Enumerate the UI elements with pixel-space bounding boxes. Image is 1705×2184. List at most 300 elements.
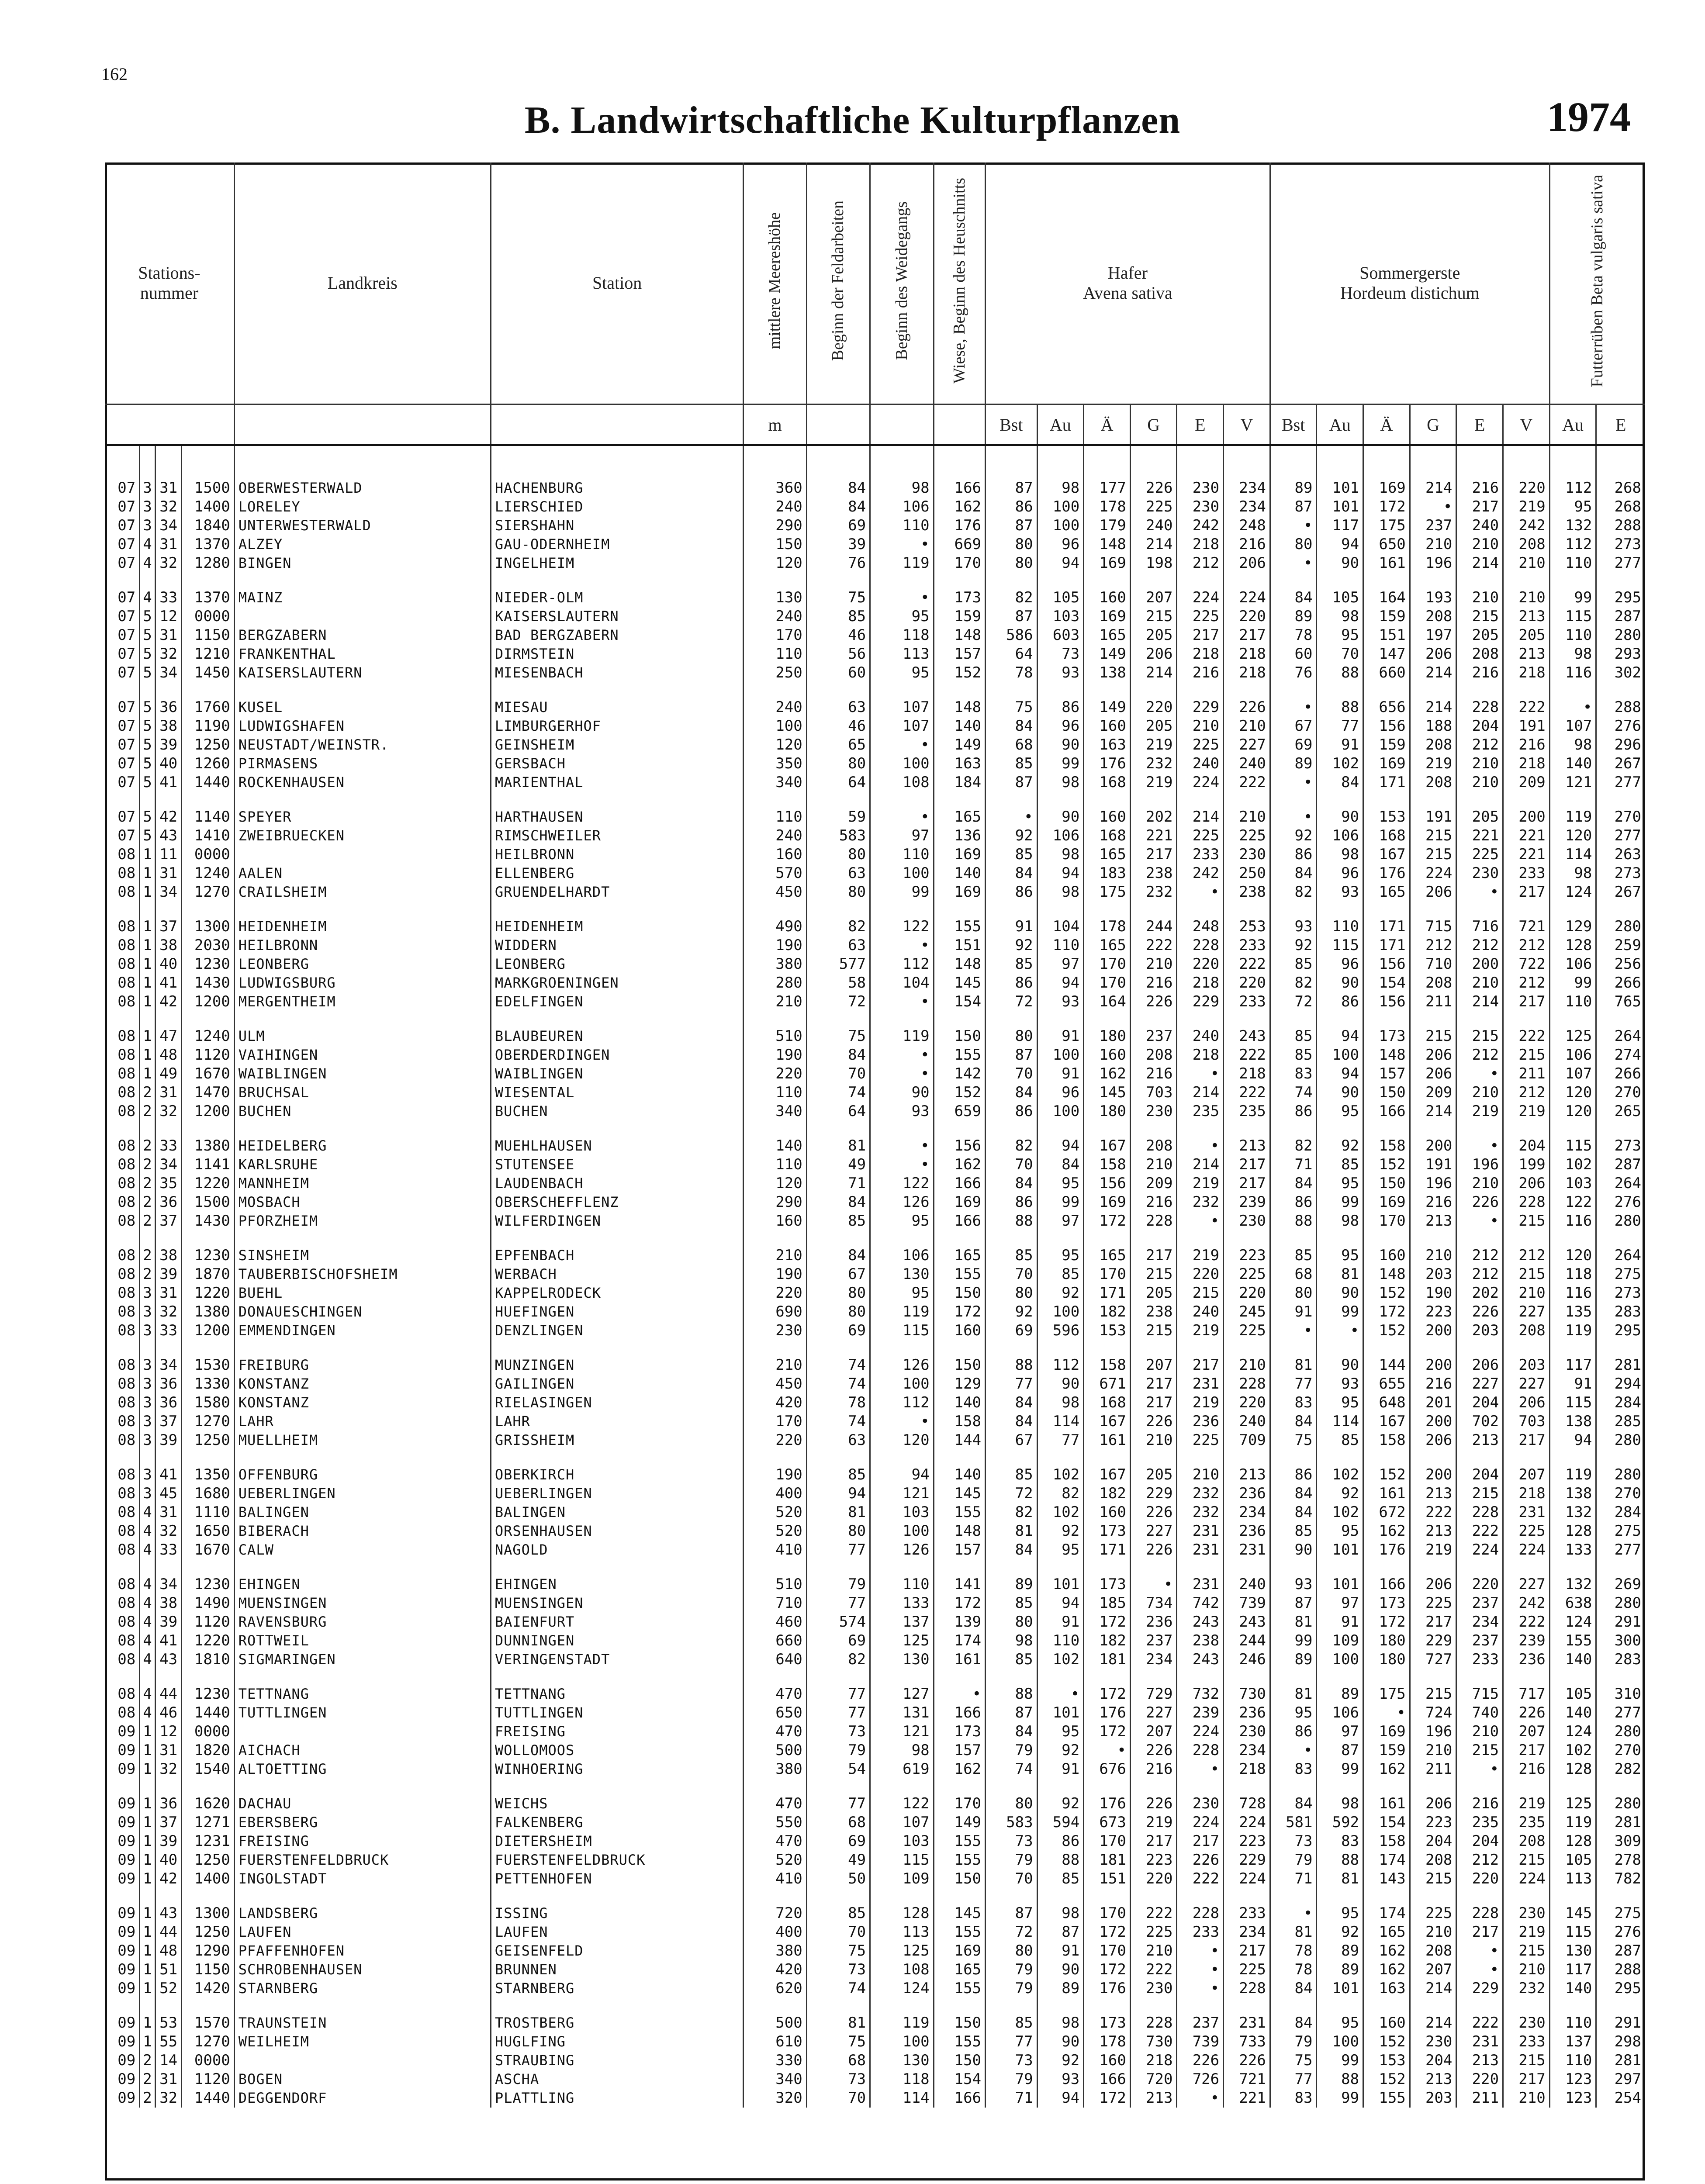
cell-meereshoehe: 340 (744, 2070, 806, 2089)
cell-meereshoehe: 220 (744, 1064, 806, 1083)
cell-hafer-e: 229 (1177, 992, 1224, 1011)
cell-gerste-v: 242 (1503, 1594, 1550, 1613)
cell-region: 5 (140, 826, 156, 845)
cell-hafer-ae: 180 (1084, 1027, 1131, 1046)
cell-hafer-ae: 160 (1084, 808, 1131, 826)
cell-land: 08 (118, 1284, 136, 1302)
cell-gerste-bst: 80 (1270, 535, 1317, 554)
cell-nummer: 0000 (182, 2051, 235, 2070)
cell-hafer-g: 238 (1130, 1303, 1177, 1321)
cell-land: 08 (118, 936, 136, 954)
cell-hafer-ae: 149 (1084, 645, 1131, 663)
cell-region: 4 (140, 1704, 156, 1722)
cell-gerste-e: 234 (1456, 1613, 1503, 1631)
cell-nummer: 1230 (182, 1575, 235, 1594)
cell-feldarbeiten: 84 (806, 479, 870, 498)
cell-hafer-e: 235 (1177, 1102, 1224, 1121)
row-gap (105, 573, 1645, 588)
cell-kreis: 40 (155, 1851, 181, 1870)
cell-land: 07 (118, 554, 136, 572)
cell-rueben-e: 297 (1596, 2070, 1645, 2089)
cell-station: GEINSHEIM (491, 736, 743, 754)
cell-hafer-ae: 149 (1084, 698, 1131, 717)
cell-hafer-ae: 168 (1084, 773, 1131, 792)
cell-nummer: 1220 (182, 1284, 235, 1303)
cell-region: 4 (140, 1522, 156, 1541)
cell-rueben-e: 259 (1596, 936, 1645, 955)
cell-heuschnitt: 145 (934, 1904, 986, 1923)
cell-gerste-e: 224 (1456, 1541, 1503, 1559)
cell-hafer-ae: 156 (1084, 1174, 1131, 1193)
cell-rueben-e: 293 (1596, 645, 1645, 663)
cell-station: KAISERSLAUTERN (491, 607, 743, 626)
cell-hafer-bst: 85 (986, 1246, 1038, 1265)
cell-gerste-v: 207 (1503, 1722, 1550, 1741)
table-row (105, 645, 1645, 663)
cell-land: 09 (118, 1961, 136, 1978)
cell-landkreis: ZWEIBRUECKEN (234, 826, 491, 845)
cell-gerste-ae: 648 (1363, 1393, 1410, 1412)
cell-meereshoehe: 210 (744, 1356, 806, 1375)
cell-rueben-e: 281 (1596, 2051, 1645, 2070)
cell-feldarbeiten: 77 (806, 1794, 870, 1813)
cell-hafer-g: 202 (1130, 808, 1177, 826)
cell-region: 3 (140, 1465, 156, 1484)
cell-rueben-e: 287 (1596, 1942, 1645, 1960)
cell-station: HEILBRONN (491, 845, 743, 864)
row-gap (105, 1230, 1645, 1246)
cell-hafer-g: 222 (1130, 1960, 1177, 1979)
cell-gerste-g: 196 (1410, 1722, 1456, 1741)
cell-feldarbeiten: 71 (806, 1174, 870, 1193)
cell-gerste-e: 216 (1456, 663, 1503, 682)
cell-gerste-e: 210 (1456, 588, 1503, 607)
cell-hafer-au: 104 (1037, 917, 1084, 936)
cell-hafer-g: 226 (1130, 1412, 1177, 1431)
cell-hafer-bst: 87 (986, 479, 1038, 498)
cell-weidegang: 95 (870, 1212, 934, 1230)
cell-rueben-e: 273 (1596, 1137, 1645, 1155)
cell-heuschnitt: 158 (934, 1412, 986, 1431)
header-futterrueben: Futterrüben Beta vulgaris sativa (1549, 162, 1645, 404)
cell-nummer: 1250 (182, 1923, 235, 1942)
subheader-bst: Bst (1270, 404, 1317, 446)
cell-region: 2 (140, 2070, 156, 2089)
cell-landkreis: OFFENBURG (234, 1465, 491, 1484)
cell-rueben-e: 302 (1596, 663, 1645, 682)
cell-gerste-bst: 82 (1270, 883, 1317, 902)
cell-meereshoehe: 470 (744, 1794, 806, 1813)
cell-gerste-v: 205 (1503, 626, 1550, 645)
cell-hafer-e: 210 (1177, 717, 1224, 736)
cell-hafer-e: • (1177, 1212, 1224, 1230)
cell-hafer-au: 96 (1037, 535, 1084, 554)
cell-rueben-e: 298 (1596, 2032, 1645, 2051)
cell-feldarbeiten: 50 (806, 1870, 870, 1888)
cell-gerste-au: 86 (1317, 992, 1363, 1011)
cell-landkreis: ROTTWEIL (234, 1631, 491, 1650)
cell-landkreis: FRANKENTHAL (234, 645, 491, 663)
cell-nummer: 1760 (182, 698, 235, 717)
row-gap (105, 1450, 1645, 1465)
cell-gerste-v: 208 (1503, 1832, 1550, 1851)
cell-rueben-e: 268 (1596, 498, 1645, 516)
cell-gerste-v: 222 (1503, 698, 1550, 717)
cell-weidegang: 122 (870, 1174, 934, 1193)
cell-hafer-au: 100 (1037, 1303, 1084, 1321)
cell-gerste-e: 212 (1456, 936, 1503, 955)
cell-hafer-au: 91 (1037, 1027, 1084, 1046)
cell-meereshoehe: 290 (744, 1193, 806, 1212)
cell-heuschnitt: 162 (934, 498, 986, 516)
cell-rueben-au: 140 (1549, 754, 1596, 773)
cell-gerste-e: 205 (1456, 808, 1503, 826)
subheader-ae: Ä (1084, 404, 1131, 446)
header-sommergerste: Sommergerste Hordeum distichum (1270, 162, 1549, 404)
cell-weidegang: 100 (870, 1522, 934, 1541)
cell-weidegang: 95 (870, 1284, 934, 1303)
cell-nummer: 1440 (182, 2089, 235, 2108)
cell-hafer-bst: 67 (986, 1431, 1038, 1450)
cell-hafer-bst: 98 (986, 1631, 1038, 1650)
cell-rueben-e: 278 (1596, 1851, 1645, 1870)
table-row (105, 936, 1645, 955)
cell-nummer: 1440 (182, 1704, 235, 1722)
cell-gerste-g: 200 (1410, 1412, 1456, 1431)
cell-hafer-au: 92 (1037, 1794, 1084, 1813)
cell-hafer-ae: 176 (1084, 1704, 1131, 1722)
cell-region: 1 (140, 1722, 156, 1741)
cell-gerste-v: 721 (1503, 917, 1550, 936)
cell-kreis: 41 (155, 1631, 181, 1650)
cell-hafer-bst: 92 (986, 826, 1038, 845)
cell-heuschnitt: 157 (934, 645, 986, 663)
cell-gerste-au: 95 (1317, 1522, 1363, 1541)
cell-gerste-e: 228 (1456, 698, 1503, 717)
cell-heuschnitt: 142 (934, 1064, 986, 1083)
cell-hafer-g: 226 (1130, 479, 1177, 498)
cell-hafer-e: 230 (1177, 498, 1224, 516)
cell-rueben-e: 280 (1596, 1212, 1645, 1230)
cell-hafer-bst: 586 (986, 626, 1038, 645)
cell-gerste-bst: 85 (1270, 1246, 1317, 1265)
cell-hafer-au: 94 (1037, 554, 1084, 573)
cell-rueben-e: 269 (1596, 1575, 1645, 1594)
cell-station: EPFENBACH (491, 1246, 743, 1265)
cell-gerste-au: 83 (1317, 1832, 1363, 1851)
cell-gerste-bst: 78 (1270, 626, 1317, 645)
cell-gerste-bst: 73 (1270, 1832, 1317, 1851)
cell-rueben-au: 120 (1549, 826, 1596, 845)
cell-gerste-bst: 75 (1270, 1431, 1317, 1450)
cell-gerste-v: 224 (1503, 1541, 1550, 1559)
cell-meereshoehe: 380 (744, 955, 806, 974)
cell-gerste-v: 217 (1503, 1741, 1550, 1760)
cell-region: 5 (140, 626, 156, 645)
cell-gerste-v: 228 (1503, 1193, 1550, 1212)
cell-hafer-g: 207 (1130, 588, 1177, 607)
cell-hafer-e: 238 (1177, 1631, 1224, 1650)
cell-gerste-ae: 152 (1363, 1321, 1410, 1340)
cell-hafer-au: 91 (1037, 1064, 1084, 1083)
cell-meereshoehe: 290 (744, 516, 806, 535)
cell-feldarbeiten: 68 (806, 1813, 870, 1832)
cell-meereshoehe: 550 (744, 1813, 806, 1832)
cell-kreis: 31 (155, 864, 181, 883)
cell-landkreis: MAINZ (234, 588, 491, 607)
cell-gerste-bst: 71 (1270, 1870, 1317, 1888)
cell-region: 1 (140, 1942, 156, 1960)
cell-hafer-bst: 88 (986, 1685, 1038, 1704)
cell-feldarbeiten: 81 (806, 1137, 870, 1155)
cell-kreis: 36 (155, 698, 181, 717)
cell-hafer-v: 222 (1224, 1083, 1270, 1102)
cell-hafer-ae: 160 (1084, 2051, 1131, 2070)
subheader-e: E (1177, 404, 1224, 446)
cell-gerste-au: 94 (1317, 1064, 1363, 1083)
cell-gerste-e: 210 (1456, 1722, 1503, 1741)
cell-meereshoehe: 380 (744, 1760, 806, 1779)
cell-station: WILFERDINGEN (491, 1212, 743, 1230)
table-row (105, 1193, 1645, 1212)
cell-station: BALINGEN (491, 1503, 743, 1522)
cell-region: 1 (140, 992, 156, 1011)
cell-hafer-au: 98 (1037, 2014, 1084, 2032)
cell-gerste-bst: 93 (1270, 917, 1317, 936)
cell-hafer-e: 243 (1177, 1650, 1224, 1669)
cell-gerste-v: 225 (1503, 1522, 1550, 1541)
cell-region: 2 (140, 1137, 156, 1155)
cell-weidegang: 115 (870, 1321, 934, 1340)
cell-hafer-v: 234 (1224, 1503, 1270, 1522)
cell-hafer-ae: 176 (1084, 1794, 1131, 1813)
cell-kreis: 34 (155, 663, 181, 682)
cell-feldarbeiten: 574 (806, 1613, 870, 1631)
cell-gerste-ae: 161 (1363, 1484, 1410, 1503)
cell-hafer-au: 82 (1037, 1484, 1084, 1503)
cell-hafer-g: 205 (1130, 1465, 1177, 1484)
cell-hafer-au: 98 (1037, 1393, 1084, 1412)
cell-region: 3 (140, 1431, 156, 1450)
cell-hafer-g: 218 (1130, 2051, 1177, 2070)
cell-kreis: 12 (155, 1722, 181, 1741)
cell-gerste-bst: 71 (1270, 1155, 1317, 1174)
cell-land: 08 (118, 993, 136, 1010)
cell-gerste-au: 89 (1317, 1942, 1363, 1960)
cell-weidegang: 619 (870, 1760, 934, 1779)
cell-feldarbeiten: 583 (806, 826, 870, 845)
cell-rueben-au: 155 (1549, 1631, 1596, 1650)
cell-hafer-bst: 80 (986, 554, 1038, 573)
cell-heuschnitt: 155 (934, 1979, 986, 1998)
cell-rueben-e: 273 (1596, 864, 1645, 883)
page-number: 162 (101, 64, 128, 84)
cell-feldarbeiten: 84 (806, 498, 870, 516)
cell-gerste-v: 219 (1503, 498, 1550, 516)
cell-station: WOLLOMOOS (491, 1741, 743, 1760)
cell-station: ORSENHAUSEN (491, 1522, 743, 1541)
cell-hafer-g: 234 (1130, 1650, 1177, 1669)
cell-hafer-g: 205 (1130, 1284, 1177, 1303)
cell-rueben-e: 310 (1596, 1685, 1645, 1704)
cell-rueben-au: 99 (1549, 588, 1596, 607)
cell-hafer-ae: 173 (1084, 2014, 1131, 2032)
cell-weidegang: 119 (870, 1303, 934, 1321)
cell-hafer-ae: 160 (1084, 1503, 1131, 1522)
cell-rueben-au: 110 (1549, 554, 1596, 573)
cell-hafer-v: 244 (1224, 1631, 1270, 1650)
cell-gerste-bst: • (1270, 808, 1317, 826)
cell-station: FREISING (491, 1722, 743, 1741)
cell-heuschnitt: 176 (934, 516, 986, 535)
cell-meereshoehe: 210 (744, 1246, 806, 1265)
cell-meereshoehe: 460 (744, 1613, 806, 1631)
cell-landkreis: KAISERSLAUTERN (234, 663, 491, 682)
cell-weidegang: 122 (870, 1794, 934, 1813)
cell-hafer-g: • (1130, 1575, 1177, 1594)
cell-gerste-au: 97 (1317, 1594, 1363, 1613)
cell-hafer-v: 233 (1224, 1904, 1270, 1923)
cell-heuschnitt: 162 (934, 1155, 986, 1174)
cell-land: 08 (118, 1576, 136, 1593)
cell-hafer-au: 99 (1037, 1193, 1084, 1212)
cell-weidegang: 99 (870, 883, 934, 902)
cell-hafer-bst: 85 (986, 955, 1038, 974)
cell-hafer-bst: 85 (986, 1650, 1038, 1669)
cell-rueben-e: 273 (1596, 1284, 1645, 1303)
cell-heuschnitt: 173 (934, 1722, 986, 1741)
cell-hafer-g: 217 (1130, 1375, 1177, 1393)
cell-kreis: 34 (155, 1155, 181, 1174)
cell-rueben-au: 94 (1549, 1431, 1596, 1450)
cell-region: 3 (140, 1303, 156, 1321)
cell-hafer-au: 94 (1037, 1594, 1084, 1613)
cell-hafer-g: 217 (1130, 1393, 1177, 1412)
cell-hafer-au: 89 (1037, 1979, 1084, 1998)
cell-meereshoehe: 520 (744, 1851, 806, 1870)
cell-heuschnitt: 150 (934, 2051, 986, 2070)
header-feldarbeiten: Beginn der Feldarbeiten (806, 162, 870, 404)
cell-hafer-ae: 170 (1084, 1832, 1131, 1851)
cell-hafer-ae: 173 (1084, 1522, 1131, 1541)
cell-hafer-g: 222 (1130, 1904, 1177, 1923)
cell-kreis: 39 (155, 1265, 181, 1284)
cell-landkreis: BRUCHSAL (234, 1083, 491, 1102)
cell-weidegang: 118 (870, 626, 934, 645)
cell-region: 3 (140, 498, 156, 516)
cell-rueben-e: 287 (1596, 1155, 1645, 1174)
cell-meereshoehe: 720 (744, 1904, 806, 1923)
cell-nummer: 1260 (182, 754, 235, 773)
cell-rueben-e: 270 (1596, 1741, 1645, 1760)
cell-station: BLAUBEUREN (491, 1027, 743, 1046)
cell-gerste-au: 109 (1317, 1631, 1363, 1650)
cell-hafer-au: 102 (1037, 1503, 1084, 1522)
cell-gerste-bst: 69 (1270, 736, 1317, 754)
cell-rueben-au: 123 (1549, 2089, 1596, 2108)
cell-weidegang: 115 (870, 1851, 934, 1870)
cell-meereshoehe: 240 (744, 498, 806, 516)
cell-kreis: 39 (155, 1613, 181, 1631)
cell-landkreis: CRAILSHEIM (234, 883, 491, 902)
cell-hafer-ae: 182 (1084, 1631, 1131, 1650)
cell-heuschnitt: 144 (934, 1431, 986, 1450)
cell-kreis: 40 (155, 754, 181, 773)
cell-hafer-e: 242 (1177, 516, 1224, 535)
cell-gerste-e: 213 (1456, 2051, 1503, 2070)
cell-region: 5 (140, 754, 156, 773)
cell-region: 2 (140, 1083, 156, 1102)
cell-meereshoehe: 420 (744, 1960, 806, 1979)
table-row (105, 717, 1645, 736)
cell-land: 07 (118, 736, 136, 753)
cell-weidegang: 114 (870, 2089, 934, 2108)
cell-rueben-e: 282 (1596, 1760, 1645, 1779)
cell-kreis: 41 (155, 974, 181, 992)
cell-rueben-e: 266 (1596, 974, 1645, 992)
cell-weidegang: 103 (870, 1832, 934, 1851)
page-title: B. Landwirtschaftliche Kulturpflanzen (524, 99, 1181, 142)
cell-hafer-g: 222 (1130, 936, 1177, 955)
cell-gerste-ae: 169 (1363, 479, 1410, 498)
cell-landkreis: RAVENSBURG (234, 1613, 491, 1631)
cell-station: SIERSHAHN (491, 516, 743, 535)
cell-gerste-ae: 656 (1363, 698, 1410, 717)
table-row (105, 1265, 1645, 1284)
cell-kreis: 44 (155, 1923, 181, 1942)
cell-hafer-v: 234 (1224, 1923, 1270, 1942)
cell-rueben-e: 270 (1596, 1484, 1645, 1503)
cell-hafer-g: 209 (1130, 1174, 1177, 1193)
cell-hafer-ae: 169 (1084, 1193, 1131, 1212)
cell-feldarbeiten: 63 (806, 698, 870, 717)
cell-landkreis: KONSTANZ (234, 1375, 491, 1393)
cell-nummer: 1870 (182, 1265, 235, 1284)
cell-landkreis: PFORZHEIM (234, 1212, 491, 1230)
cell-station: STRAUBING (491, 2051, 743, 2070)
cell-landkreis: BUCHEN (234, 1102, 491, 1121)
cell-hafer-v: 243 (1224, 1613, 1270, 1631)
cell-nummer: 1270 (182, 2032, 235, 2051)
cell-rueben-e: 264 (1596, 1174, 1645, 1193)
table-row (105, 1960, 1645, 1979)
cell-weidegang: 110 (870, 516, 934, 535)
cell-rueben-e: 256 (1596, 955, 1645, 974)
table-row (105, 1923, 1645, 1942)
cell-nummer: 1250 (182, 1851, 235, 1870)
cell-hafer-v: 220 (1224, 1284, 1270, 1303)
cell-hafer-v: 217 (1224, 1942, 1270, 1960)
cell-feldarbeiten: 80 (806, 883, 870, 902)
cell-land: 08 (118, 1685, 136, 1703)
cell-hafer-bst: 70 (986, 1155, 1038, 1174)
table-row (105, 883, 1645, 902)
cell-hafer-e: 239 (1177, 1704, 1224, 1722)
cell-rueben-e: 267 (1596, 883, 1645, 902)
cell-gerste-v: 233 (1503, 2032, 1550, 2051)
cell-station: LEONBERG (491, 955, 743, 974)
cell-feldarbeiten: 80 (806, 1522, 870, 1541)
cell-hafer-g: 205 (1130, 626, 1177, 645)
cell-nummer: 1670 (182, 1064, 235, 1083)
cell-gerste-e: 212 (1456, 1246, 1503, 1265)
cell-meereshoehe: 400 (744, 1923, 806, 1942)
cell-hafer-e: 219 (1177, 1246, 1224, 1265)
cell-hafer-e: 222 (1177, 1870, 1224, 1888)
cell-hafer-g: 208 (1130, 1137, 1177, 1155)
cell-region: 1 (140, 1870, 156, 1888)
table-row (105, 1575, 1645, 1594)
